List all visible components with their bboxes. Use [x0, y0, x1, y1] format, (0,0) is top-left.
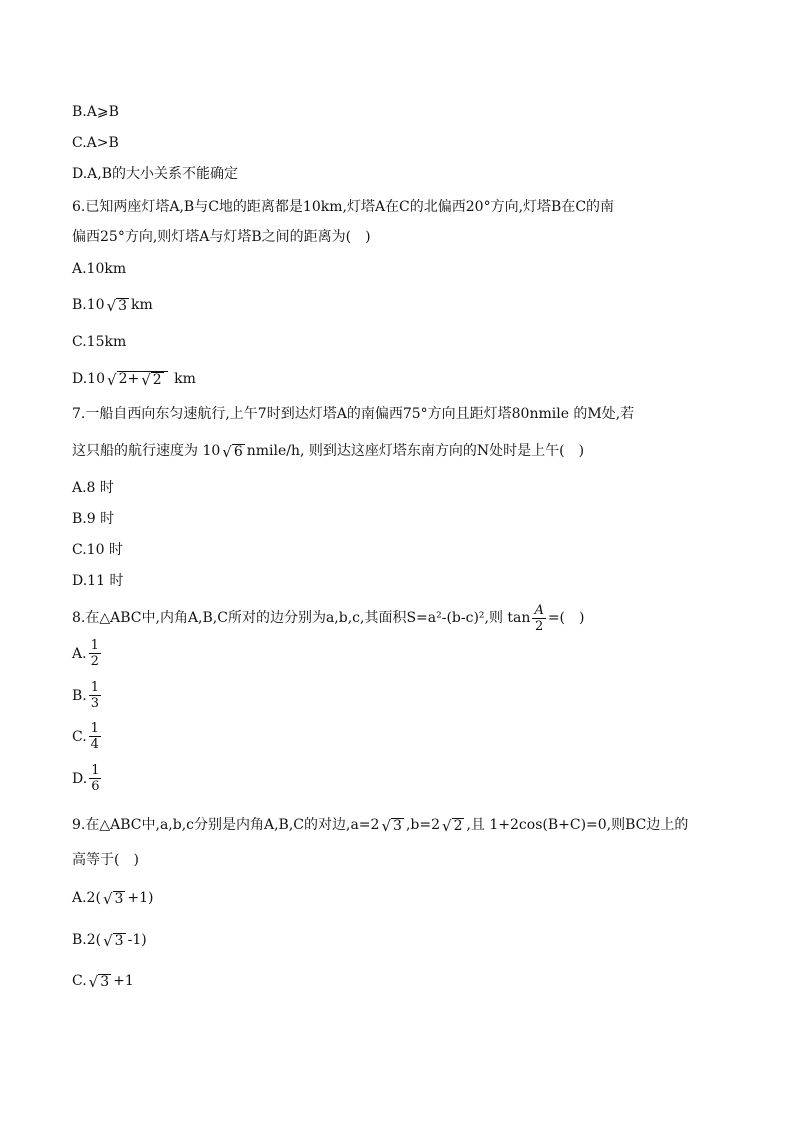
q7-speed-radicand: 6 [233, 444, 243, 460]
sqrt-symbol: √ 3 [381, 817, 402, 835]
q9-option-a [72, 889, 154, 907]
q8-option-a [72, 638, 103, 669]
q8-option-c [72, 721, 103, 752]
option-label: B. [72, 687, 87, 704]
option-fraction [89, 680, 101, 711]
sqrt-symbol: √ 2+ √ 2 [107, 371, 168, 388]
fraction-numerator: 1 [90, 638, 99, 653]
q7-option-c: C.10 时 [72, 542, 123, 558]
q6-stem-line1: 6.已知两座灯塔A,B与C地的距离都是10km,灯塔A在C的北偏西20°方向,灯塔B在C的南 [72, 199, 615, 215]
q9-stem-part-b: ,b=2 [405, 817, 440, 833]
q6-option-b [72, 296, 153, 314]
sqrt-symbol: √ 3 [103, 932, 124, 950]
q7-option-a: A.8 时 [72, 480, 114, 496]
q9-stem-line1 [72, 816, 688, 834]
q7-stem-line2-suffix: nmile/h, 则到达这座灯塔东南方向的N处时是上午( ) [246, 443, 585, 459]
q5-option-c: C.A>B [72, 135, 119, 151]
q9-b-radicand: 2 [453, 818, 463, 834]
q6-stem-line2: 偏西25°方向,则灯塔A与灯塔B之间的距离为( ) [72, 229, 371, 245]
q9-option-a-prefix: A.2( [72, 890, 101, 906]
fraction-denominator: 2 [534, 618, 544, 634]
q9-stem-line2: 高等于( ) [72, 852, 139, 868]
fraction-numerator: A [534, 602, 544, 618]
q9-option-c-prefix: C. [72, 973, 87, 989]
fraction-numerator: 1 [90, 721, 99, 736]
q7-stem-line2 [72, 442, 584, 460]
q9-stem-part-c: ,且 1+2cos(B+C)=0,则BC边上的 [466, 817, 689, 833]
q9-option-b [72, 931, 147, 949]
sqrt-symbol: √ 3 [102, 890, 124, 908]
q9-option-b-prefix: B.2( [72, 932, 102, 948]
q6-option-b-prefix: B.10 [72, 297, 105, 313]
q6-option-b-radicand: 3 [118, 298, 128, 314]
fraction-denominator: 4 [90, 737, 99, 752]
fraction-numerator: 1 [90, 680, 100, 695]
q9-option-b-suffix: -1) [127, 932, 147, 948]
q5-option-b: B.A⩾B [72, 104, 119, 120]
q9-option-c [72, 972, 134, 990]
fraction-denominator: 2 [90, 654, 99, 669]
q6-option-d-radicand: 2+ [118, 371, 140, 387]
q7-option-d: D.11 时 [72, 573, 124, 589]
q6-option-c: C.15km [72, 334, 127, 350]
q7-stem-line1: 7.一船自西向东匀速航行,上午7时到达灯塔A的南偏西75°方向且距灯塔80nmile 的M处,若 [72, 406, 635, 422]
option-fraction [89, 721, 101, 752]
option-fraction [89, 763, 101, 794]
q8-stem [72, 598, 584, 638]
q7-stem-line2-prefix: 这只船的航行速度为 10 [72, 443, 221, 459]
q9-option-c-radicand: 3 [100, 974, 110, 990]
fraction-denominator: 3 [90, 696, 100, 711]
sqrt-symbol: √ 3 [106, 297, 128, 315]
q9-option-b-radicand: 3 [114, 933, 124, 949]
q9-option-c-suffix: +1 [113, 973, 134, 989]
q8-option-d [72, 763, 103, 794]
sqrt-symbol: √ 6 [222, 443, 243, 461]
q6-option-d [72, 370, 196, 388]
q5-option-d: D.A,B的大小关系不能确定 [72, 166, 239, 182]
sqrt-symbol: √ 2 [442, 817, 463, 835]
q8-stem-prefix: 8.在△ABC中,内角A,B,C所对的边分别为a,b,c,其面积S=a²-(b-c)²,则 tan [72, 610, 531, 626]
inner-sqrt-symbol: √ 2 [141, 371, 162, 389]
option-fraction [89, 638, 101, 669]
q6-option-d-unit: km [174, 371, 196, 387]
sqrt-symbol: √ 3 [88, 973, 110, 991]
q8-option-b [72, 680, 103, 711]
q9-option-a-suffix: +1) [127, 890, 154, 906]
q9-option-a-radicand: 3 [114, 891, 124, 907]
q6-option-d-inner-radicand: 2 [152, 372, 162, 388]
q8-stem-suffix: =( ) [547, 610, 585, 626]
fraction-denominator: 6 [91, 779, 100, 794]
fraction-numerator: 1 [91, 763, 100, 778]
option-label: A. [72, 645, 87, 662]
q6-option-a: A.10km [72, 261, 127, 277]
option-label: C. [72, 728, 87, 745]
q9-a-radicand: 3 [393, 818, 402, 834]
q6-option-d-prefix: D.10 [72, 371, 105, 387]
option-label: D. [72, 770, 88, 787]
q8-tan-fraction [532, 603, 545, 634]
q9-stem-part-a: 9.在△ABC中,a,b,c分别是内角A,B,C的对边,a=2 [72, 817, 380, 833]
q6-option-b-unit: km [131, 297, 153, 313]
q7-option-b: B.9 时 [72, 511, 115, 527]
